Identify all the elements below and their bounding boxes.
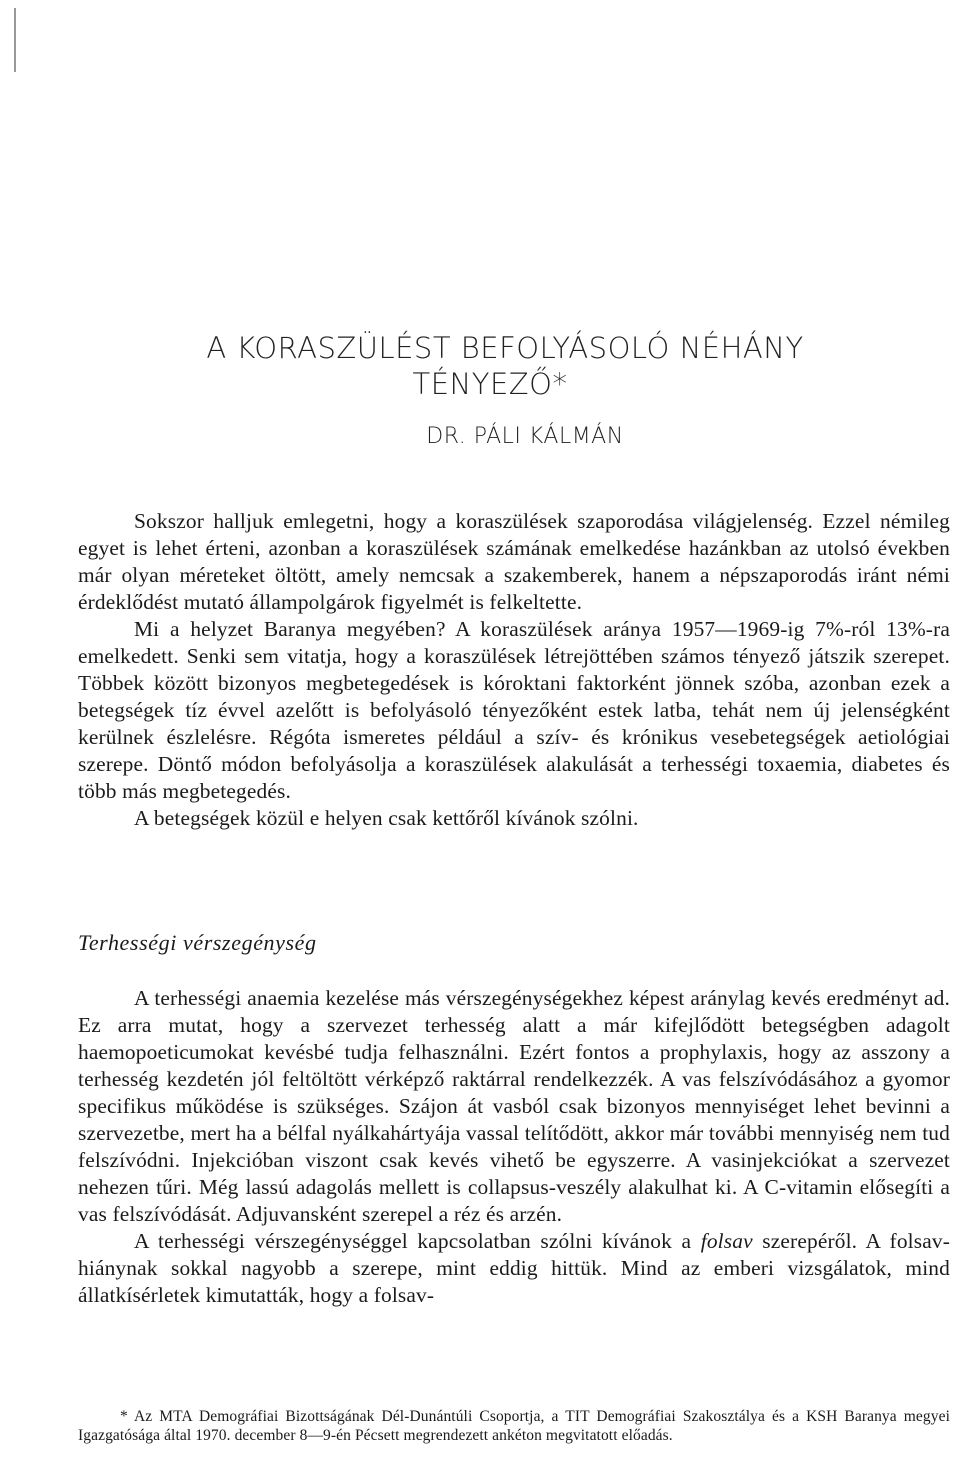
title-block: [0, 330, 960, 449]
intro-text: [78, 508, 950, 832]
paragraph: Sokszor halljuk emlegetni, hogy a koraszülések szaporodása világjelenség. Ezzel némileg egyet is lehet érteni, azonban a koraszülések számának emelkedése hazánkban az utolsó években már olyan méreteket öltött, amely nemcsak a szakemberek, hanem a népszaporodás iránt némi érdeklődést mutató állampolgárok figyelmét is felkeltette.: [78, 509, 950, 614]
article-title-line-2: TÉNYEZŐ*: [412, 367, 568, 401]
section-heading: Terhességi vérszegénység: [78, 930, 317, 955]
scan-margin-line: [14, 8, 16, 72]
paragraph: A betegségek közül e helyen csak kettőről kívánok szólni.: [134, 806, 639, 830]
footnote: [78, 1408, 950, 1445]
italic-term: folsav: [700, 1229, 753, 1253]
footnote-text: * Az MTA Demográfiai Bizottságának Dél-Dunántúli Csoportja, a TIT Demográfiai Szakosztálya és a KSH Baranya megyei Igazgatósága által 1970. december 8—9-én Pécsett megrendezett ankéton megvitatott előadás.: [78, 1408, 950, 1444]
article-title-line-1: A KORASZÜLÉST BEFOLYÁSOLÓ NÉHÁNY: [206, 331, 804, 365]
section-text: [78, 985, 950, 1309]
author-name: DR. PÁLI KÁLMÁN: [426, 424, 624, 449]
paragraph: A terhességi anaemia kezelése más vérszegénységekhez képest aránylag kevés eredményt ad. Ez arra mutat, hogy a szervezet terhesség alatt a már kifejlődött betegségben adagolt haemopoeticumokat kevésbé tudja felhasználni. Ezért fontos a prophylaxis, hogy az asszony a terhesség kezdetén jól feltöltött vérképző raktárral rendelkezzék. A vas felszívódásához a gyomor specifikus működése is szükséges. Szájon át vasból csak bizonyos mennyiséget lehet bevinni a szervezetbe, mert ha a bélfal nyálkahártyája vassal telítődött, akkor már további mennyiség nem tud felszívódni. Injekcióban viszont csak kevés vihető be egyszerre. A vasinjekciókat a szervezet nehezen tűri. Még lassú adagolás mellett is collapsus-veszély alakulhat ki. A C-vitamin elősegíti a vas felszívódását. Adjuvansként szerepel a réz és arzén.: [78, 986, 950, 1226]
paragraph-text: A terhességi vérszegénységgel kapcsolatban szólni kívánok a: [134, 1229, 701, 1253]
paragraph: Mi a helyzet Baranya megyében? A koraszülések aránya 1957—1969-ig 7%-ról 13%-ra emelkedett. Senki sem vitatja, hogy a koraszülések létrejöttében számos tényező játszik szerepet. Többek között bizonyos megbetegedések is kóroktani faktorként jönnek szóba, azonban ezek a betegségek tíz évvel azelőtt is befolyásoló tényezőként estek latba, tehát nem új jelenségként kerülnek észlelésre. Régóta ismeretes például a szív- és krónikus vesebetegségek aetiológiai szerepe. Döntő módon befolyásolja a koraszülések alakulását a terhességi toxaemia, diabetes és több más megbetegedés.: [78, 617, 950, 803]
paragraph-text: szerepéről. A folsav-hiánynak sokkal nagyobb a szerepe, mint eddig hittük. Mind az emberi vizsgálatok, mind állatkísérletek kimutatták, hogy a folsav-: [78, 1229, 950, 1307]
paragraph-folsav: [78, 1228, 950, 1309]
